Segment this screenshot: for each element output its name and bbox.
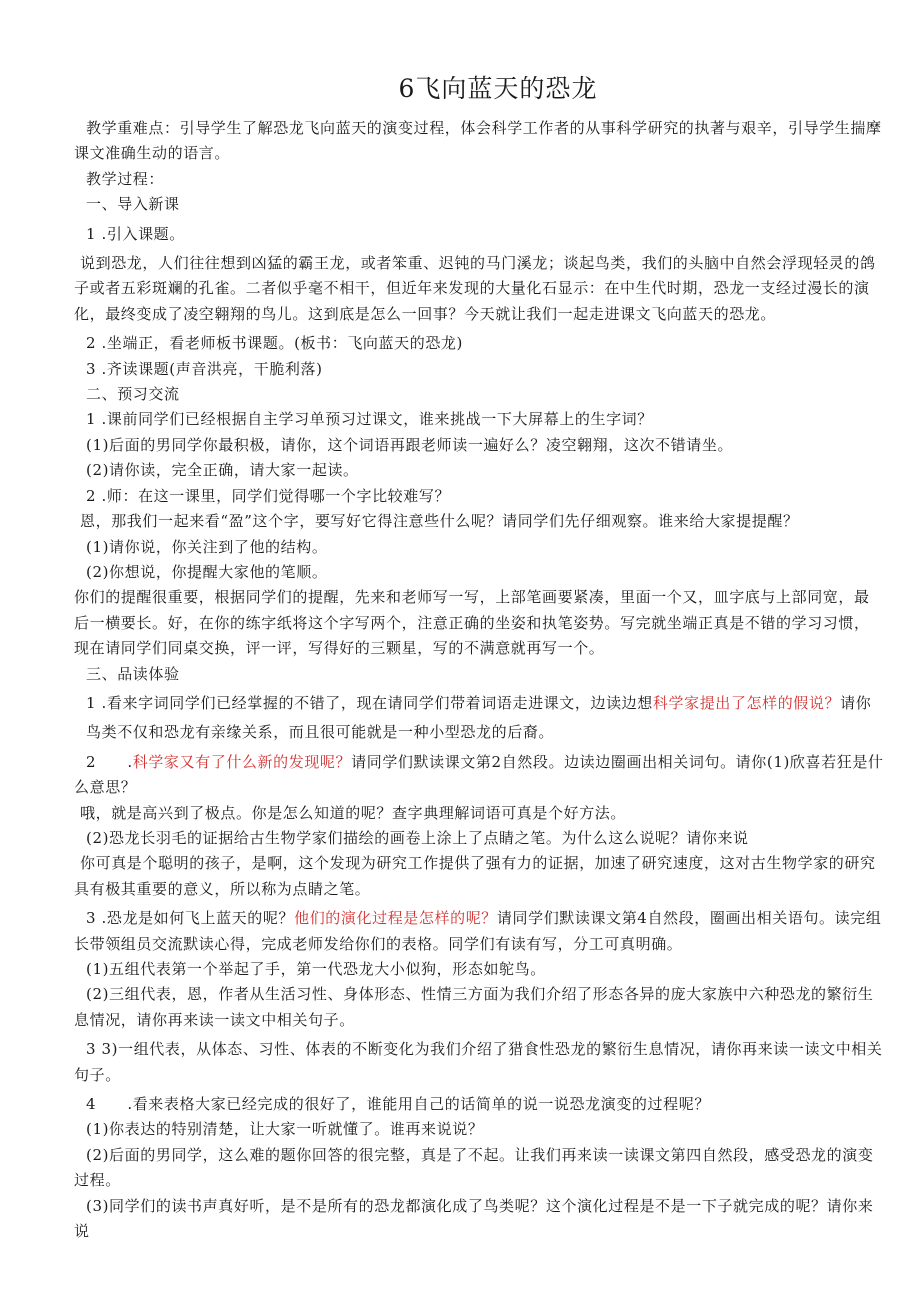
step-3-4-c: (3)同学们的读书声真好听，是不是所有的恐龙都演化成了鸟类呢？这个演化过程是不是一下子就完成的呢？请你来说 (74, 1196, 874, 1241)
step-3-1-answer: 鸟类不仅和恐龙有亲缘关系，而且很可能就是一种小型恐龙的后裔。 (86, 723, 555, 742)
step-3-2-summary: 你可真是个聪明的孩子，是啊，这个发现为研究工作提供了强有力的证据，加速了研究速度，这对古生物学家的研究具有极其重要的意义，所以称为点睛之笔。 (74, 854, 876, 898)
step-2-1-b: (2)请你读，完全正确，请大家一起读。 (86, 461, 359, 480)
section-2-heading: 二、预习交流 (86, 385, 180, 404)
step-3-1 (74, 691, 884, 716)
step-3-2 (74, 750, 884, 801)
step-1-1: 1 .引入课题。 (86, 224, 185, 243)
step-3-2-text: 请同学们默读课文第2自然段。边读边圈画出相关词句。请你(1)欣喜若狂是什么意思？ (74, 752, 884, 797)
step-3-3-c: 3 3)一组代表，从体态、习性、体表的不断变化为我们介绍了猎食性恐龙的繁衍生息情况，请你再来读一读文中相关句子。 (74, 1040, 883, 1084)
step-3-4-a: (1)你表达的特别清楚，让大家一听就懂了。谁再来说说？ (86, 1120, 484, 1139)
step-3-3-question: 他们的演化过程是怎样的呢？ (294, 909, 497, 928)
step-3-4: 4 .看来表格大家已经完成的很好了，谁能用自己的话简单的说一说恐龙演变的过程呢？ (86, 1095, 710, 1114)
step-2-2: 2 .师：在这一课里，同学们觉得哪一个字比较难写？ (86, 486, 451, 505)
step-2-2-a: (1)请你说，你关注到了他的结构。 (86, 537, 328, 556)
step-2-1: 1 .课前同学们已经根据自主学习单预习过课文，谁来挑战一下大屏幕上的生字词？ (86, 410, 653, 429)
step-3-2-question: 科学家又有了什么新的发现呢？ (132, 752, 352, 771)
step-3-2-b: (2)恐龙长羽毛的证据给古生物学家们描绘的画卷上涂上了点睛之笔。为什么这么说呢？请你来说 (86, 828, 749, 847)
step-2-2-summary: 你们的提醒很重要，根据同学们的提醒，先来和老师写一写，上部笔画要紧凑，里面一个又，皿字底与上部同宽，最后一横要长。好，在你的练字纸将这个字写两个，注意正确的坐姿和执笔姿势。写完就坐端正真是不错的学习习惯，现在请同学们同桌交换，评一评，写得好的三颗星，写的不满意就再写一个。 (74, 588, 870, 658)
step-3-2-num: 2 . (86, 752, 133, 771)
step-3-2-answer: 哦，就是高兴到了极点。你是怎么知道的呢？查字典理解词语可真是个好方法。 (80, 803, 627, 822)
teaching-focus: 教学重难点：引导学生了解恐龙飞向蓝天的演变过程，体会科学工作者的从事科学研究的执著与艰辛，引导学生揣摩课文准确生动的语言。 (74, 119, 882, 163)
intro-paragraph: 说到恐龙，人们往往想到凶猛的霸王龙，或者笨重、迟钝的马门溪龙；谈起鸟类，我们的头脑中自然会浮现轻灵的鸽子或者五彩斑斓的孔雀。二者似乎毫不相干，但近年来发现的大量化石显示：在中生代时期，恐龙一支经过漫长的演化，最终变成了凌空翱翔的鸟儿。这到底是怎么一回事？今天就让我们一起走进课文飞向蓝天的恐龙。 (74, 254, 876, 323)
step-3-1-tail: 请你 (840, 693, 872, 712)
step-3-3 (74, 906, 884, 957)
section-1-heading: 一、导入新课 (86, 195, 180, 214)
step-3-3-a: (1)五组代表第一个举起了手，第一代恐龙大小似狗，形态如鸵鸟。 (86, 960, 546, 978)
page-title: 6飞向蓝天的恐龙 (398, 74, 598, 103)
step-2-1-a: (1)后面的男同学你最积极，请你，这个词语再跟老师读一遍好么？凌空翱翔，这次不错请坐。 (86, 435, 734, 454)
step-3-1-question: 科学家提出了怎样的假说？ (652, 693, 841, 712)
step-3-3-text: 3 .恐龙是如何飞上蓝天的呢？ (86, 909, 295, 928)
step-3-1-text: 1 .看来字词同学们已经掌握的不错了，现在请同学们带着词语走进课文，边读边想 (86, 693, 653, 712)
step-2-2-b: (2)你想说，你提醒大家他的笔顺。 (86, 562, 328, 581)
section-3-heading: 三、品读体验 (86, 664, 180, 683)
process-heading: 教学过程： (86, 169, 165, 188)
step-2-2-text: 恩，那我们一起来看“盈”这个字，要写好它得注意些什么呢？请同学们先仔细观察。谁来给大家提提醒？ (80, 512, 799, 531)
step-3-3-tail: 请同学们默读课文第4自然段，圈画出相关语句。读完组长带领组员交流默读心得，完成老师发给你们的表格。同学们有读有写，分工可真明确。 (74, 909, 882, 953)
step-3-4-b: (2)后面的男同学，这么难的题你回答的很完整，真是了不起。让我们再来读一读课文第四自然段，感受恐龙的演变过程。 (74, 1145, 874, 1190)
step-1-3: 3 .齐读课题(声音洪亮，干脆利落) (86, 359, 323, 378)
step-3-3-b: (2)三组代表，恩，作者从生活习性、身体形态、性情三方面为我们介绍了形态各异的庞大家族中六种恐龙的繁衍生息情况，请你再来读一读文中相关句子。 (74, 985, 874, 1029)
step-1-2: 2 .坐端正，看老师板书课题。(板书：飞向蓝天的恐龙) (86, 334, 463, 353)
